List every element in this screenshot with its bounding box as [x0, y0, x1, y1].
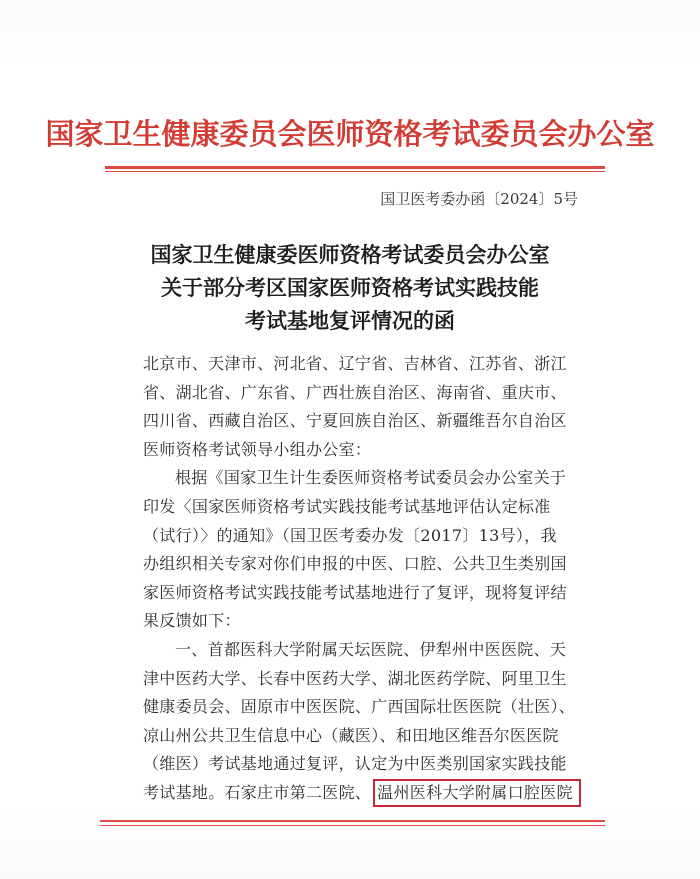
last-line-prefix: 考试基地。石家庄市第二医院、: [143, 782, 372, 802]
paragraph-line: （试行）〉的通知》（国卫医考委办发〔2017〕13号），我: [143, 525, 557, 545]
title-line: 国家卫生健康委医师资格考试委员会办公室: [150, 242, 550, 267]
addressee-line: 北京市、天津市、河北省、辽宁省、吉林省、江苏省、浙江: [143, 354, 567, 373]
paragraph-line: 根据《国家卫生计生委医师资格考试委员会办公室关于: [175, 468, 567, 488]
paragraph-line: 健康委员会、固原市中医医院、广西国际壮医医院（壮医）、: [143, 697, 576, 717]
paragraph-last-line: [143, 779, 573, 808]
paragraph-line: 凉山州公共卫生信息中心（藏医）、和田地区维吾尔医医院: [143, 725, 559, 745]
paragraph-line: 家医师资格考试实践技能考试基地进行了复评，现将复评结: [143, 582, 567, 602]
document-number: 国卫医考委办函〔2024〕5号: [380, 190, 578, 208]
addressee-line: 省、湖北省、广东省、广西壮族自治区、海南省、重庆市、: [143, 382, 567, 402]
footer-rule-thin: [100, 825, 605, 826]
document-body: [143, 350, 576, 808]
title-line: 关于部分考区国家医师资格考试实践技能: [161, 275, 539, 300]
letterhead-rule-thick: [105, 166, 605, 169]
letterhead-title: 国家卫生健康委员会医师资格考试委员会办公室: [45, 117, 655, 151]
highlighted-hospital: 温州医科大学附属口腔医院: [373, 779, 581, 807]
paragraph-line: 津中医药大学、长春中医药大学、湖北医药学院、阿里卫生: [143, 668, 567, 688]
addressee-line: 医师资格考试领导小组办公室：: [143, 439, 372, 459]
paragraph-line: 印发〈国家医师资格考试实践技能考试基地评估认定标准: [143, 496, 551, 516]
paragraph-line: 果反馈如下：: [143, 611, 241, 631]
addressee-line: 四川省、西藏自治区、宁夏回族自治区、新疆维吾尔自治区: [143, 411, 567, 431]
document-title: [0, 238, 700, 337]
paragraph-line: 办组织相关专家对你们申报的中医、口腔、公共卫生类别国: [143, 554, 567, 574]
letterhead-rule-thin: [105, 171, 605, 172]
paragraph-line: （维医）考试基地通过复评，认定为中医类别国家实践技能: [143, 754, 567, 774]
paragraph-line: 一、首都医科大学附属天坛医院、伊犁州中医医院、天: [175, 639, 567, 659]
title-line: 考试基地复评情况的函: [245, 308, 455, 333]
footer-rule-thick: [100, 820, 605, 822]
